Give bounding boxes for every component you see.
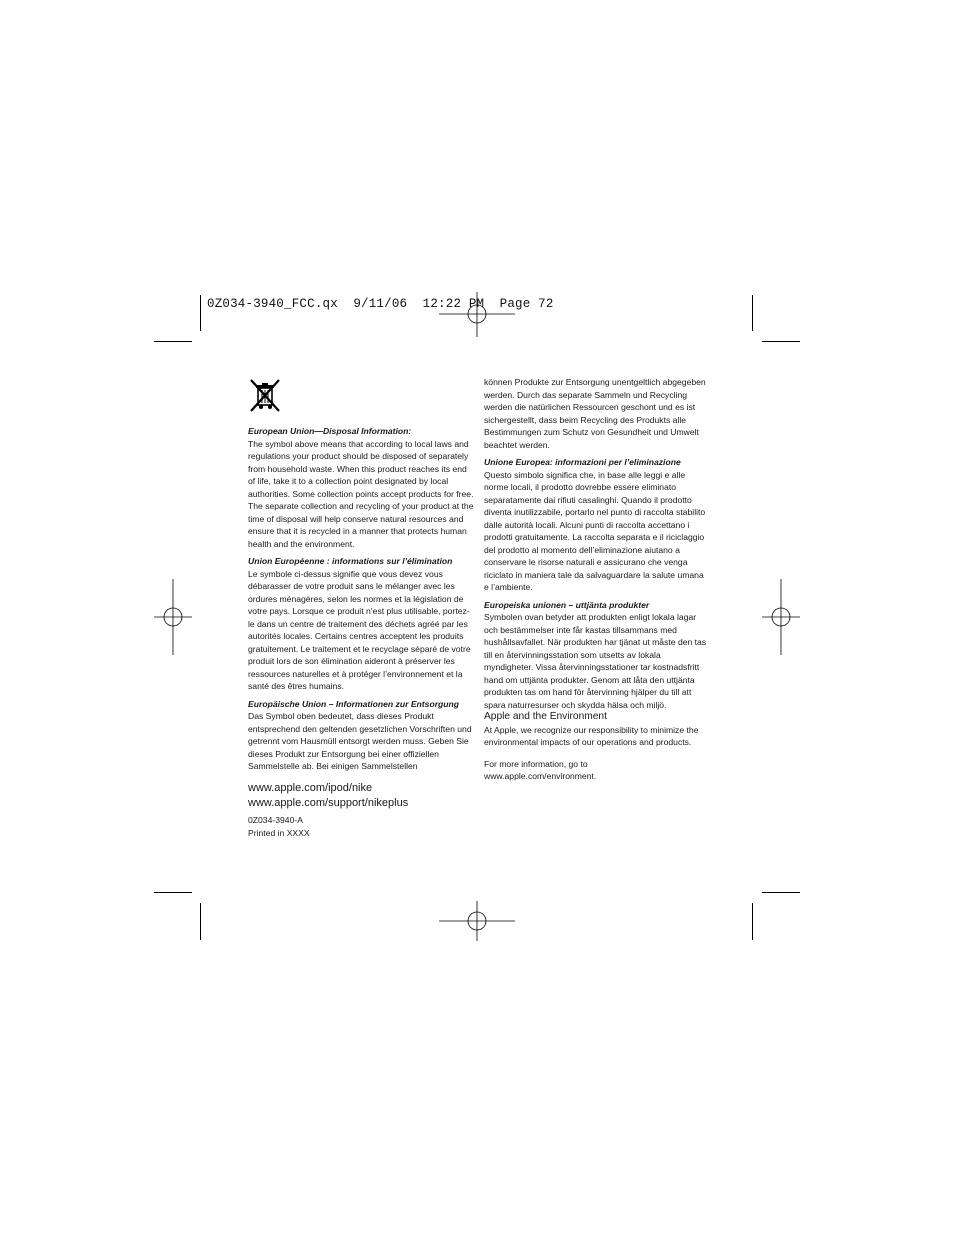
- de-disposal-body: Das Symbol oben bedeutet, dass dieses Produkt entsprechend den geltenden gesetzlichen Vorschriften und getrennt vom Hausmüll entsorgt werden muss. Geben Sie dieses Produkt zur Entsorgung bei einer offiziellen Sammelstelle ab. Bei einigen Sammelstellen: [248, 711, 472, 771]
- it-disposal-body: Questo simbolo significa che, in base alle leggi e alle norme locali, il prodotto dovrebbe essere eliminato separatamente dai rifiuti casalinghi. Quando il prodotto diventa inutilizzabile, portarlo nel punto di raccolta stabilito dalle autorità locali. Alcuni punti di raccolta accettano i prodotti gratuitamente. La raccolta separata e il riciclaggio del prodotto al momento dell’eliminazione aiutano a conservare le risorse naturali e assicurano che venga riciclato in maniera tale da salvaguardare la salute umana e l’ambiente.: [484, 469, 706, 592]
- crop-mark: [154, 341, 192, 342]
- print-codes: [248, 814, 310, 839]
- environment-body: At Apple, we recognize our responsibility to minimize the environmental impacts of our operations and products.: [484, 724, 699, 747]
- de-disposal-heading: Europäische Union – Informationen zur Entsorgung: [248, 698, 460, 709]
- crop-mark: [752, 903, 753, 940]
- registration-mark-icon: [439, 292, 515, 337]
- crop-mark: [762, 892, 800, 893]
- registration-mark-icon: [439, 901, 515, 941]
- eu-disposal-body: The symbol above means that according to local laws and regulations your product should be disposed of separately from household waste. When this product reaches its end of life, take it to a collection point designated by local authorities. Some collection points accept products for free. The separate collection and recycling of your product at the time of disposal will help conserve natural resources and ensure that it is recycled in a manner that protects human health and the environment.: [248, 438, 474, 549]
- fr-disposal-heading: Union Européenne : informations sur l’élimination: [248, 556, 453, 566]
- slug-line: 0Z034-3940_FCC.qx 9/11/06 12:22 PM Page 72: [207, 297, 554, 311]
- fr-disposal-body: Le symbole ci-dessus signifie que vous devez vous débarasser de votre produit sans le mélanger avec les ordures ménagères, selon les normes et la législation de votre pays. Lorsque ce produit n’est plus utilisable, portez-le dans un centre de traitement des déchets agréé par les autorités locales. Certains centres acceptent les produits gratuitement. Le traitement et le recyclage séparé de votre produit lors de son élimination aideront à préserver les ressources naturelles et à protéger l’environnement et la santé des êtres humains.: [248, 568, 471, 691]
- sv-disposal-heading: Europeiska unionen – uttjänta produkter: [484, 599, 650, 610]
- it-disposal-heading: Unione Europea: informazioni per l’eliminazione: [484, 457, 681, 467]
- environment-heading: Apple and the Environment: [484, 711, 607, 722]
- registration-mark-icon: [154, 579, 192, 655]
- crop-mark: [200, 295, 201, 331]
- left-column: [248, 425, 474, 773]
- crop-mark: [200, 903, 201, 940]
- crop-mark: [154, 892, 192, 893]
- environment-link[interactable]: www.apple.com/environment.: [484, 771, 597, 781]
- support-nikeplus-link[interactable]: www.apple.com/support/nikeplus: [248, 797, 409, 809]
- sv-disposal-body: Symbolen ovan betyder att produkten enligt lokala lagar och bestämmelser inte får kastas tillsammans med hushållsavfallet. När produkten har tjänat ut måste den tas till en återvinningsstation som utsetts av lokala myndigheter. Vissa återvinningsstationer tar kostnadsfritt hand om uttjänta produkter. Genom att låta den uttjänta produkten tas om hand för återvinning hjälper du till att spara naturresurser och skydda hälsa och miljö.: [484, 612, 707, 710]
- printed-in: Printed in XXXX: [248, 827, 310, 838]
- de-disposal-body-continued: können Produkte zur Entsorgung unentgeltlich abgegeben werden. Durch das separate Sammeln und Recycling werden die natürlichen Ressourcen geschont und es ist sichergestellt, dass beim Recycling des Produkts alle Bestimmungen zum Schutz von Gesundheit und Umwelt beachtet werden.: [484, 377, 706, 450]
- crossed-out-wheelie-bin-icon: [249, 379, 281, 412]
- eu-disposal-heading: European Union—Disposal Information:: [248, 426, 412, 436]
- more-info-line: For more information, go to: [484, 758, 588, 769]
- crop-mark: [762, 341, 800, 342]
- part-number: 0Z034-3940-A: [248, 815, 303, 825]
- right-column: [484, 376, 710, 783]
- url-block: [248, 781, 408, 811]
- ipod-nike-link[interactable]: www.apple.com/ipod/nike: [248, 782, 373, 794]
- registration-mark-icon: [762, 579, 800, 655]
- crop-mark: [752, 295, 753, 331]
